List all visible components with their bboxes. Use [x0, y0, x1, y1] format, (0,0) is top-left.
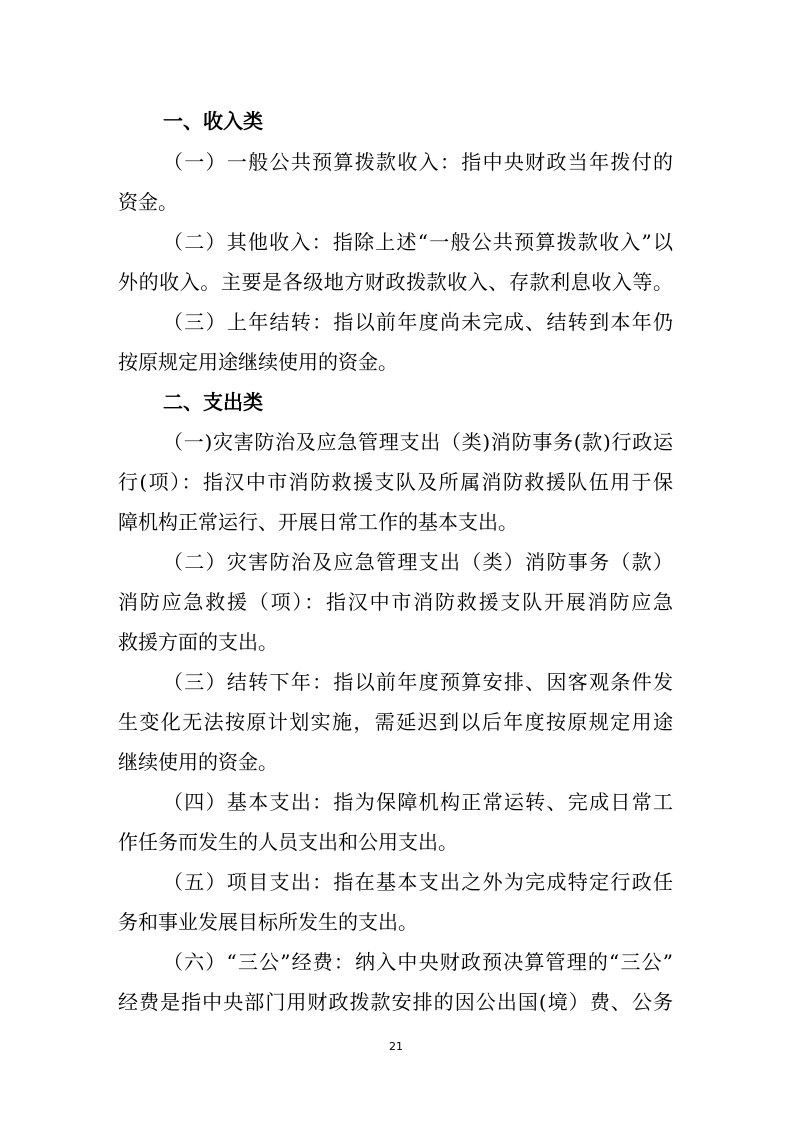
- page-number: 21: [389, 1040, 403, 1053]
- paragraph-line: 务和事业发展目标所发生的支出。: [118, 910, 418, 934]
- paragraph-line: （四）基本支出：指为保障机构正常运转、完成日常工: [163, 790, 673, 814]
- paragraph-line: 作任务而发生的人员支出和公用支出。: [118, 830, 458, 854]
- section-heading-income: 一、收入类: [163, 109, 263, 133]
- section-heading-expenditure: 二、支出类: [163, 390, 263, 414]
- paragraph-line: 按原规定用途继续使用的资金。: [118, 350, 398, 374]
- paragraph-line: 救援方面的支出。: [118, 630, 278, 654]
- paragraph-line: 经费是指中央部门用财政拨款安排的因公出国(境）费、公务: [118, 990, 673, 1014]
- paragraph-line: （五）项目支出：指在基本支出之外为完成特定行政任: [163, 870, 673, 894]
- paragraph-line: 继续使用的资金。: [118, 750, 278, 774]
- paragraph-line: （二）其他收入：指除上述“一般公共预算拨款收入”以: [163, 230, 673, 254]
- paragraph-line: 外的收入。主要是各级地方财政拨款收入、存款利息收入等。: [118, 270, 673, 294]
- paragraph-line: （一)灾害防治及应急管理支出（类)消防事务(款)行政运: [163, 430, 673, 454]
- paragraph-line: （六）“三公”经费：纳入中央财政预决算管理的“三公”: [163, 950, 673, 974]
- paragraph-line: （二）灾害防治及应急管理支出（类）消防事务（款）: [163, 550, 673, 574]
- paragraph-line: 消防应急救援（项）：指汉中市消防救援支队开展消防应急: [118, 590, 673, 614]
- paragraph-line: 行(项）：指汉中市消防救援支队及所属消防救援队伍用于保: [118, 470, 673, 494]
- paragraph-line: （一）一般公共预算拨款收入：指中央财政当年拨付的: [163, 150, 673, 174]
- paragraph-line: 资金。: [118, 190, 178, 214]
- paragraph-line: 生变化无法按原计划实施，需延迟到以后年度按原规定用途: [118, 710, 673, 734]
- paragraph-line: （三）上年结转：指以前年度尚未完成、结转到本年仍: [163, 310, 673, 334]
- paragraph-line: 障机构正常运行、开展日常工作的基本支出。: [118, 510, 518, 534]
- paragraph-line: （三）结转下年：指以前年度预算安排、因客观条件发: [163, 670, 673, 694]
